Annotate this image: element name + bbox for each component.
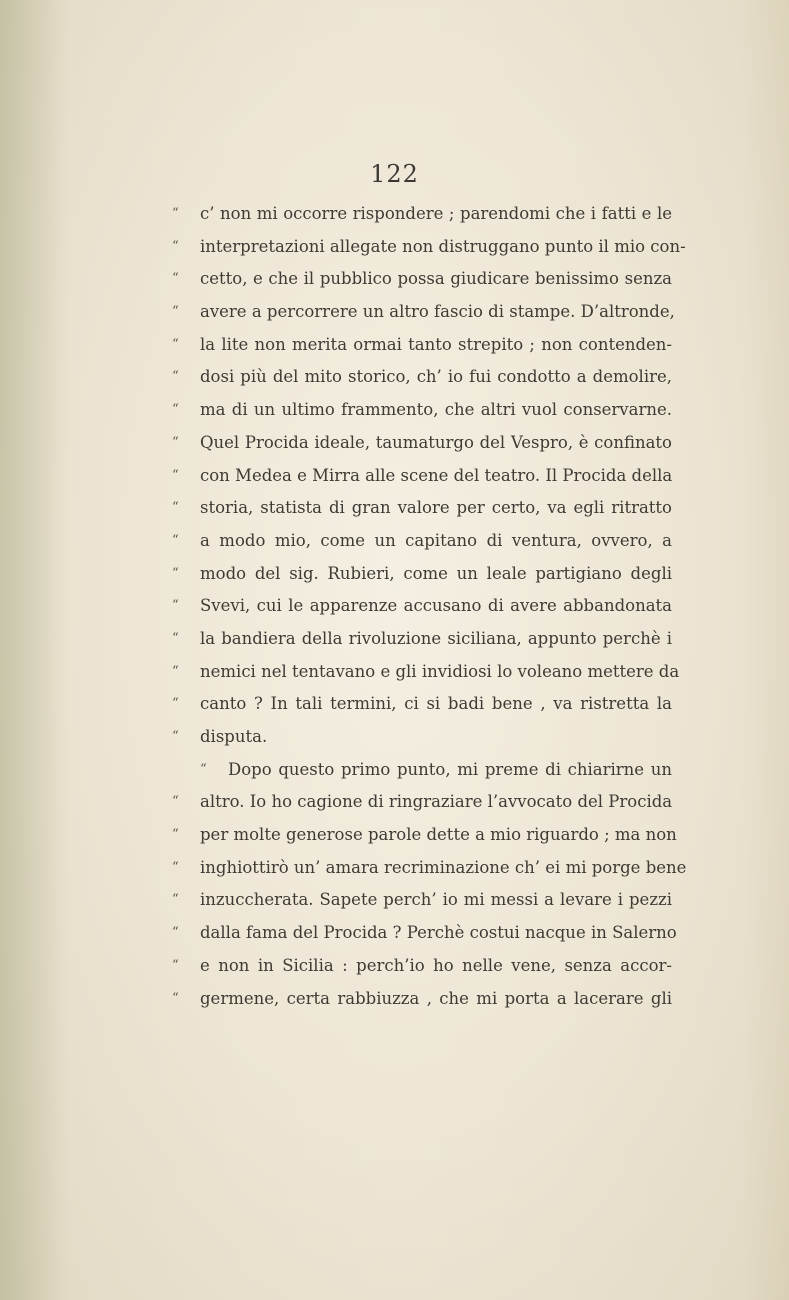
quote-mark: “ <box>172 467 179 483</box>
line-text: ma di un ultimo frammento, che altri vuol conservarne. <box>200 400 672 420</box>
text-line <box>172 623 672 656</box>
line-text: altro. Io ho cagione di ringraziare l’avvocato del Procida <box>200 792 673 812</box>
line-text: interpretazioni allegate non distruggano punto il mio con- <box>200 236 686 256</box>
quote-mark: “ <box>172 565 179 581</box>
line-text: germene, certa rabbiuzza , che mi porta a lacerare gli <box>200 988 672 1008</box>
line-text: canto ? In tali termini, ci si badi bene , va ristretta la <box>200 694 672 714</box>
quote-mark: “ <box>172 271 179 287</box>
text-line <box>172 754 672 787</box>
quote-mark: “ <box>172 304 179 320</box>
line-text: e non in Sicilia : perch’io ho nelle vene, senza accor- <box>200 955 672 975</box>
quote-mark: “ <box>172 532 179 548</box>
text-line <box>172 492 672 525</box>
text-line <box>172 884 672 917</box>
quote-mark: “ <box>172 696 179 712</box>
text-line <box>172 525 672 558</box>
text-line <box>172 819 677 852</box>
text-line <box>172 558 672 591</box>
text-line <box>172 917 677 950</box>
text-line <box>172 460 672 493</box>
quote-mark: “ <box>172 206 179 221</box>
line-text: disputa. <box>200 727 268 746</box>
quote-mark: “ <box>172 729 179 744</box>
text-line <box>172 329 672 362</box>
quote-mark: “ <box>172 859 179 875</box>
quote-mark: “ <box>172 336 179 352</box>
text-line <box>172 950 672 983</box>
quote-mark: “ <box>172 630 179 646</box>
text-line <box>172 852 687 885</box>
line-text: dalla fama del Procida ? Perchè costui nacque in Salerno <box>200 923 677 943</box>
text-line <box>172 394 672 427</box>
line-text: cetto, e che il pubblico possa giudicare benissimo senza <box>200 269 672 289</box>
text-line <box>172 688 672 721</box>
quote-mark: “ <box>172 500 179 516</box>
line-text: per molte generose parole dette a mio riguardo ; ma non <box>200 825 677 845</box>
text-line <box>172 361 672 394</box>
quote-mark: “ <box>172 925 179 941</box>
line-text: dosi più del mito storico, ch’ io fui condotto a demolire, <box>200 367 672 387</box>
text-line <box>172 263 672 296</box>
text-line <box>172 296 675 329</box>
quote-mark: “ <box>172 238 179 254</box>
line-text: avere a percorrere un altro fascio di stampe. D’altronde, <box>200 302 675 322</box>
text-line <box>172 983 672 1016</box>
quote-mark: “ <box>172 794 179 810</box>
line-text: Dopo questo primo punto, mi preme di chiarirne un <box>228 759 672 779</box>
quote-mark: “ <box>172 990 179 1006</box>
quote-mark: “ <box>172 663 179 679</box>
body-text <box>172 198 687 1015</box>
quote-mark: “ <box>172 827 179 843</box>
line-text: c’ non mi occorre rispondere ; parendomi che i fatti e le <box>200 204 672 223</box>
line-text: inzuccherata. Sapete perch’ io mi messi a levare i pezzi <box>200 890 672 910</box>
line-text: inghiottirò un’ amara recriminazione ch’ ei mi porge bene <box>200 857 687 877</box>
line-text: modo del sig. Rubieri, come un leale partigiano degli <box>200 563 672 583</box>
quote-mark: “ <box>172 369 179 385</box>
text-line <box>172 786 672 819</box>
line-text: Svevi, cui le apparenze accusano di avere abbandonata <box>200 596 672 616</box>
line-text: nemici nel tentavano e gli invidiosi lo voleano mettere da <box>200 661 680 681</box>
text-line <box>172 721 672 754</box>
line-text: storia, statista di gran valore per certo, va egli ritratto <box>200 498 672 518</box>
quote-mark: “ <box>172 402 179 418</box>
text-line <box>172 198 672 231</box>
quote-mark: “ <box>172 957 179 973</box>
quote-mark: “ <box>200 761 207 777</box>
line-text: con Medea e Mirra alle scene del teatro. Il Procida della <box>200 465 673 485</box>
quote-mark: “ <box>172 434 179 450</box>
text-line <box>172 427 672 460</box>
quote-mark: “ <box>172 598 179 614</box>
text-line <box>172 231 686 264</box>
line-text: la lite non merita ormai tanto strepito ; non contenden- <box>200 334 672 354</box>
line-text: Quel Procida ideale, taumaturgo del Vespro, è confinato <box>200 432 672 452</box>
page-number: 122 <box>370 160 419 188</box>
text-line <box>172 590 672 623</box>
text-line <box>172 656 680 689</box>
quote-mark: “ <box>172 892 179 908</box>
page-edge-shadow <box>0 0 70 1300</box>
line-text: la bandiera della rivoluzione siciliana, appunto perchè i <box>200 628 672 648</box>
line-text: a modo mio, come un capitano di ventura, ovvero, a <box>200 530 672 550</box>
